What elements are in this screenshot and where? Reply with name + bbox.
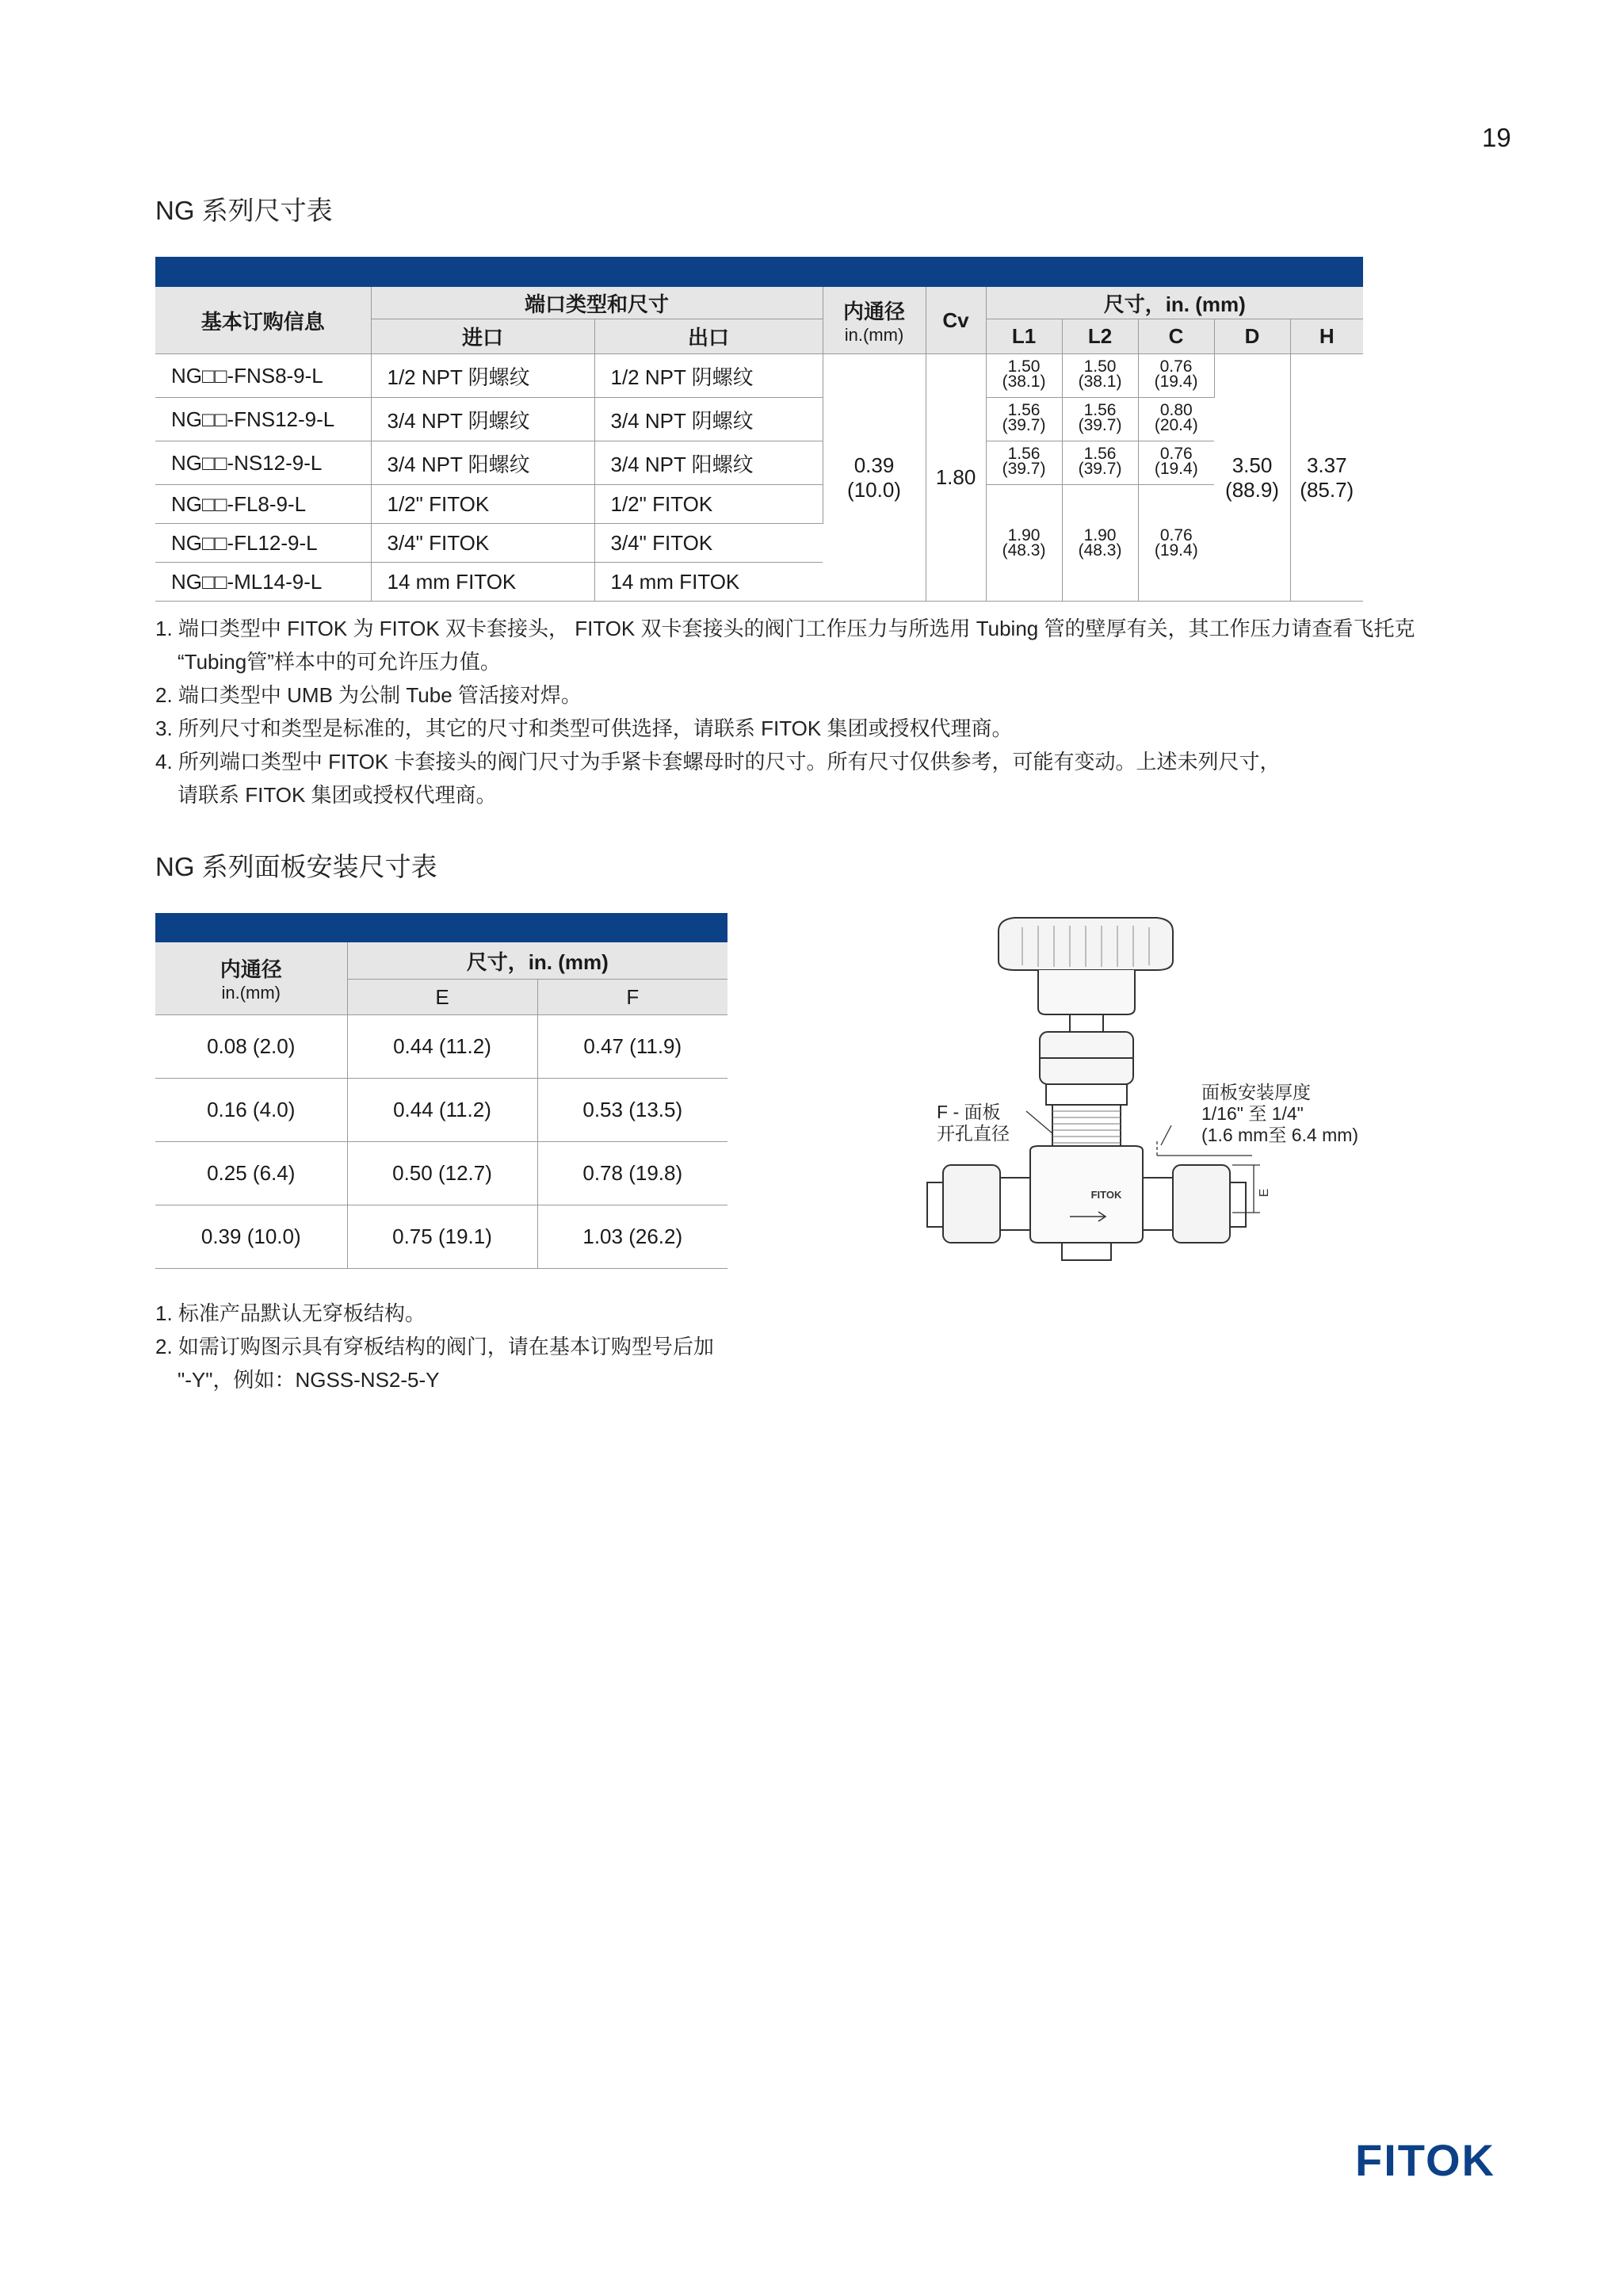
part-number: NG□□-NS12-9-L (155, 441, 371, 485)
note-item: 1. 标准产品默认无穿板结构。 (155, 1301, 426, 1325)
e-cell: 0.50 (12.7) (347, 1142, 537, 1205)
bore-cell: 0.25 (6.4) (155, 1142, 347, 1205)
knob-skirt (1038, 970, 1135, 1014)
body-brand-text: FITOK (1090, 1189, 1122, 1201)
l2-cell: 1.50 (38.1) (1062, 354, 1138, 398)
header-port: 端口类型和尺寸 (371, 287, 823, 319)
header-f: F (537, 980, 727, 1015)
note-item: "-Y"，例如：NGSS-NS2-5-Y (178, 1368, 440, 1392)
header-e: E (347, 980, 537, 1015)
inlet-cell: 1/2 NPT 阴螺纹 (371, 354, 594, 398)
c-cell: 0.76 (19.4) (1138, 485, 1214, 602)
outlet-cell: 1/2" FITOK (594, 485, 823, 524)
header-d: D (1214, 319, 1290, 354)
outlet-cell: 14 mm FITOK (594, 563, 823, 602)
e-cell: 0.44 (11.2) (347, 1015, 537, 1079)
c-cell: 0.76 (19.4) (1138, 354, 1214, 398)
note-item: “Tubing管”样本中的可允许压力值。 (178, 650, 501, 674)
panel-nut (1046, 1084, 1127, 1105)
svg-text:FITOK: FITOK (1355, 2136, 1495, 2183)
label-e: E (1258, 1188, 1271, 1198)
section-title-panel: NG 系列面板安装尺寸表 (155, 852, 437, 881)
valve-body (1030, 1146, 1143, 1243)
l2-cell: 1.56 (39.7) (1062, 441, 1138, 485)
c-cell: 0.80 (20.4) (1138, 398, 1214, 441)
c-cell: 0.76 (19.4) (1138, 441, 1214, 485)
part-number: NG□□-FL8-9-L (155, 485, 371, 524)
table-row (155, 485, 1363, 524)
l2-cell: 1.56 (39.7) (1062, 398, 1138, 441)
leader-f (1026, 1111, 1052, 1133)
note-item: 4. 所列端口类型中 FITOK 卡套接头的阀门尺寸为手紧卡套螺母时的尺寸。所有尺寸仅供参考，可能有变动。上述未列尺寸， (155, 750, 1281, 774)
l1-cell: 1.90 (48.3) (986, 485, 1062, 602)
header-outlet: 出口 (594, 319, 823, 354)
header-c: C (1138, 319, 1214, 354)
header-bore-label: 内通径 (843, 299, 906, 323)
note-item: 1. 端口类型中 FITOK 为 FITOK 双卡套接头， FITOK 双卡套接头的阀门工作压力与所选用 Tubing 管的壁厚有关，其工作压力请查看飞托克 (155, 617, 1415, 640)
bore-value: 0.39 (854, 453, 895, 477)
right-nut (1173, 1165, 1230, 1243)
part-number: NG□□-FL12-9-L (155, 524, 371, 563)
outlet-cell: 3/4 NPT 阴螺纹 (594, 398, 823, 441)
inlet-cell: 1/2" FITOK (371, 485, 594, 524)
table-row (155, 1079, 727, 1142)
header-cv: Cv (926, 287, 986, 354)
table-row (155, 354, 1363, 398)
table-row (155, 1205, 727, 1269)
panel-table-header-bar (155, 913, 727, 942)
page-number: 19 (1482, 123, 1511, 152)
l1-cell: 1.56 (39.7) (986, 398, 1062, 441)
part-number: NG□□-FNS12-9-L (155, 398, 371, 441)
inlet-cell: 3/4 NPT 阴螺纹 (371, 398, 594, 441)
table-header-bar (155, 257, 1363, 287)
bore-mm: (10.0) (847, 477, 901, 502)
l1-cell: 1.50 (38.1) (986, 354, 1062, 398)
header-l2: L2 (1062, 319, 1138, 354)
inlet-cell: 14 mm FITOK (371, 563, 594, 602)
header-h: H (1290, 319, 1363, 354)
header-l1: L1 (986, 319, 1062, 354)
table-row (155, 441, 1363, 485)
note-item: 2. 如需订购图示具有穿板结构的阀门，请在基本订购型号后加 (155, 1335, 714, 1358)
notes-section1 (155, 612, 1415, 812)
part-number: NG□□-FNS8-9-L (155, 354, 371, 398)
header-bore (155, 942, 347, 1015)
panel-table (155, 942, 727, 1269)
header-bore (823, 287, 926, 354)
f-cell: 0.53 (13.5) (537, 1079, 727, 1142)
header-bore-unit: in.(mm) (221, 983, 281, 1003)
outlet-cell: 3/4" FITOK (594, 524, 823, 563)
table-row (155, 1015, 727, 1079)
e-cell: 0.75 (19.1) (347, 1205, 537, 1269)
part-number: NG□□-ML14-9-L (155, 563, 371, 602)
leader-thickness (1161, 1125, 1171, 1145)
l2-cell: 1.90 (48.3) (1062, 485, 1138, 602)
table-row (155, 1142, 727, 1205)
fitok-logo (1355, 2136, 1522, 2183)
f-cell: 0.47 (11.9) (537, 1015, 727, 1079)
inlet-cell: 3/4 NPT 阳螺纹 (371, 441, 594, 485)
label-panel-thickness: 面板安装厚度 1/16" 至 1/4" (1.6 mm至 6.4 mm) (1201, 1082, 1359, 1145)
bore-cell: 0.08 (2.0) (155, 1015, 347, 1079)
header-dims: 尺寸，in. (mm) (347, 942, 727, 980)
note-item: 3. 所列尺寸和类型是标准的，其它的尺寸和类型可供选择，请联系 FITOK 集团或授权代理商。 (155, 716, 1013, 740)
f-cell: 0.78 (19.8) (537, 1142, 727, 1205)
header-dims: 尺寸，in. (mm) (986, 287, 1363, 319)
h-cell: 3.37 (85.7) (1290, 354, 1363, 602)
bore-cell: 0.39 (10.0) (155, 1205, 347, 1269)
notes-section2 (155, 1297, 714, 1396)
header-bore-unit: in.(mm) (844, 324, 904, 345)
table-row (155, 398, 1363, 441)
cv-cell: 1.80 (926, 354, 986, 602)
outlet-cell: 1/2 NPT 阴螺纹 (594, 354, 823, 398)
note-item: 请联系 FITOK 集团或授权代理商。 (178, 783, 497, 807)
e-cell: 0.44 (11.2) (347, 1079, 537, 1142)
label-panel-hole: F - 面板 开孔直径 (937, 1102, 1010, 1144)
section-title-dimensions: NG 系列尺寸表 (155, 196, 333, 225)
header-inlet: 进口 (371, 319, 594, 354)
dimensions-table (155, 287, 1363, 602)
stem (1070, 1014, 1103, 1032)
header-basic: 基本订购信息 (155, 287, 371, 354)
left-nut (943, 1165, 1000, 1243)
header-bore-label: 内通径 (220, 957, 282, 981)
bore-cell: 0.16 (4.0) (155, 1079, 347, 1142)
inlet-cell: 3/4" FITOK (371, 524, 594, 563)
l1-cell: 1.56 (39.7) (986, 441, 1062, 485)
outlet-cell: 3/4 NPT 阳螺纹 (594, 441, 823, 485)
note-item: 2. 端口类型中 UMB 为公制 Tube 管活接对焊。 (155, 683, 582, 707)
bore-cell (823, 354, 926, 602)
d-cell: 3.50 (88.9) (1214, 354, 1290, 602)
f-cell: 1.03 (26.2) (537, 1205, 727, 1269)
